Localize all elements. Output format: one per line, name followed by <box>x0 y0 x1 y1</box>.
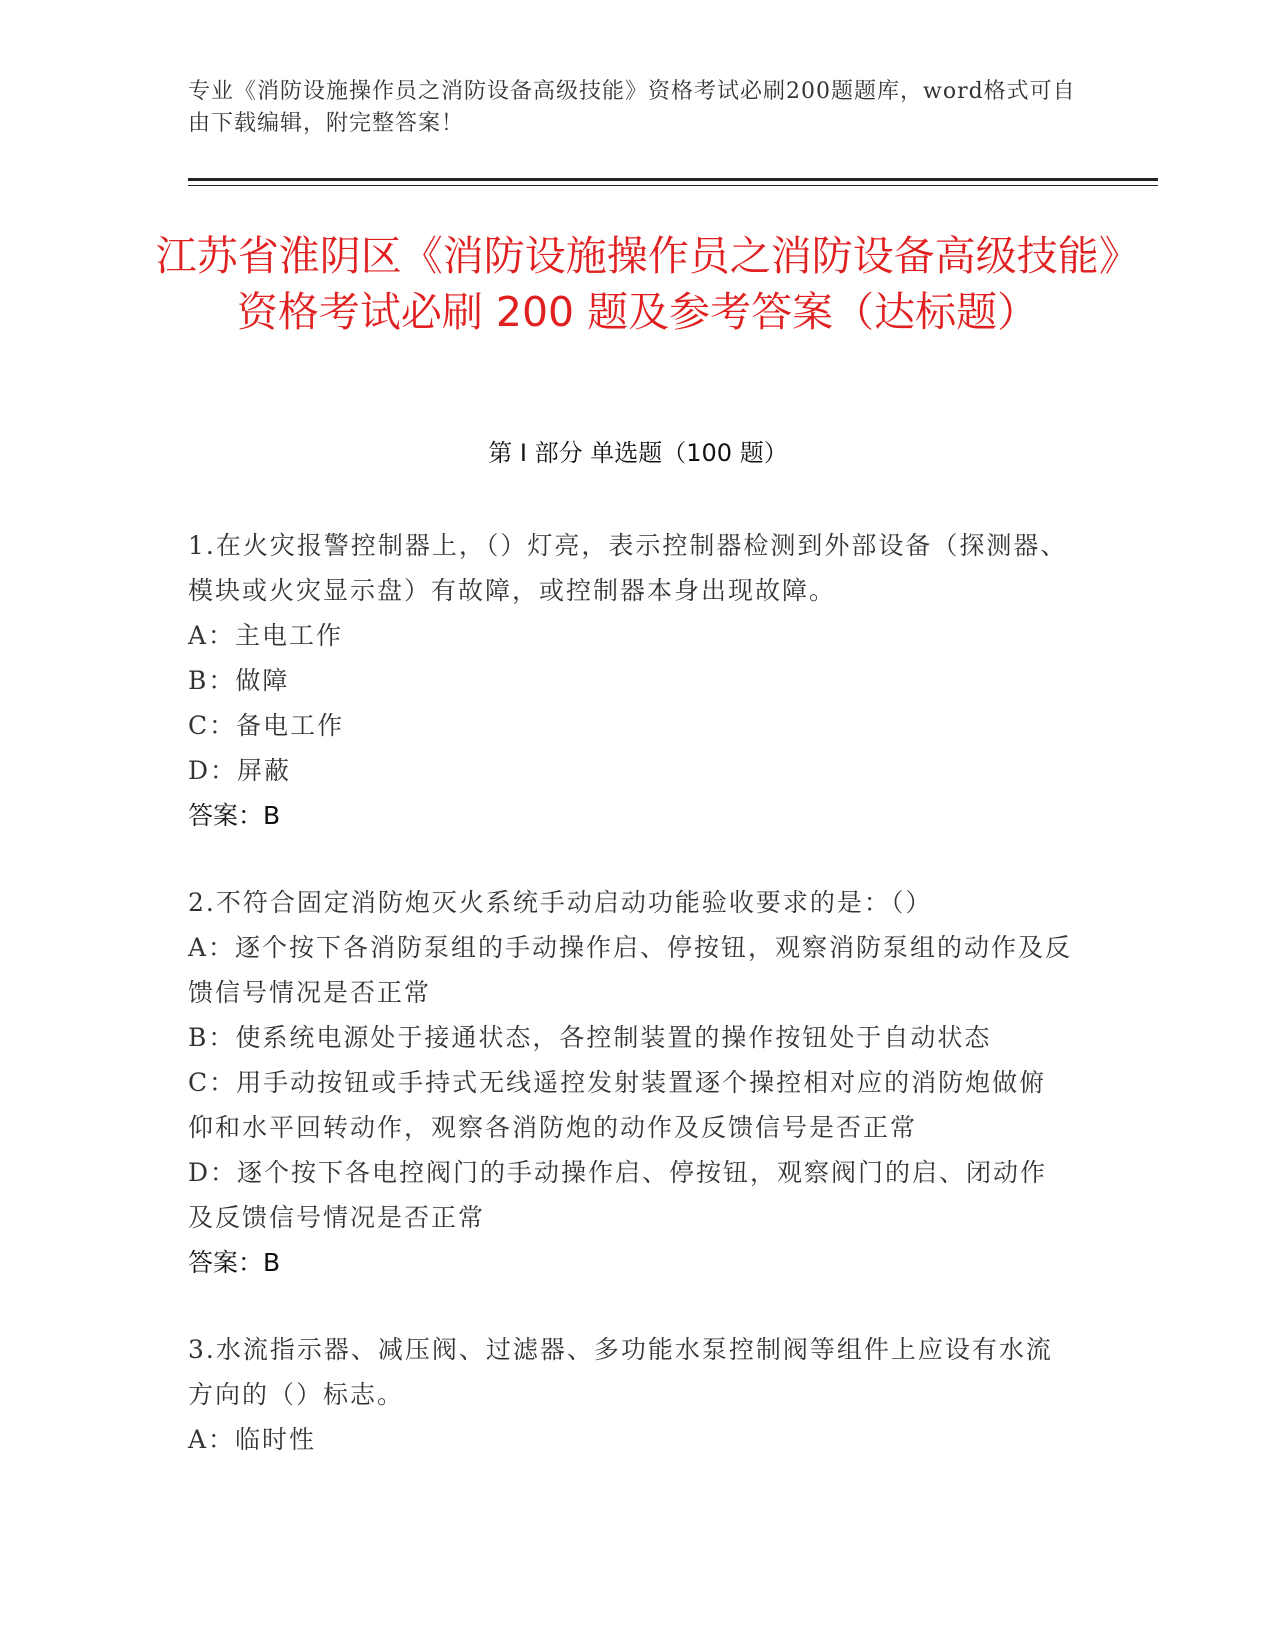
question-stem: 2.不符合固定消防炮灭火系统手动启动功能验收要求的是：（） <box>188 888 933 917</box>
question-answer: 答案：B <box>188 801 281 830</box>
question-option: A：逐个按下各消防泵组的手动操作启、停按钮，观察消防泵组的动作及反馈信号情况是否正常 <box>188 933 1073 1007</box>
question-option: B：做障 <box>188 666 290 695</box>
question-answer: 答案：B <box>188 1248 281 1277</box>
question-option: D：逐个按下各电控阀门的手动操作启、停按钮，观察阀门的启、闭动作及反馈信号情况是否正常 <box>188 1158 1048 1232</box>
question-option: C：备电工作 <box>188 711 345 740</box>
question-option: D：屏蔽 <box>188 756 292 785</box>
question-3 <box>188 1327 1073 1462</box>
question-2 <box>188 880 1073 1285</box>
header-divider-thin <box>188 185 1158 186</box>
question-option: B：使系统电源处于接通状态，各控制装置的操作按钮处于自动状态 <box>188 1023 992 1052</box>
header-divider-thick <box>188 178 1158 181</box>
question-1 <box>188 523 1073 838</box>
header-note: 专业《消防设施操作员之消防设备高级技能》资格考试必刷200题题库，word格式可自由下载编辑，附完整答案！ <box>188 79 1076 136</box>
question-stem: 1.在火灾报警控制器上，（）灯亮，表示控制器检测到外部设备（探测器、模块或火灾显示盘）有故障，或控制器本身出现故障。 <box>188 531 1068 605</box>
question-option: C：用手动按钮或手持式无线遥控发射装置逐个操控相对应的消防炮做俯仰和水平回转动作，观察各消防炮的动作及反馈信号是否正常 <box>188 1068 1047 1142</box>
question-stem: 3.水流指示器、减压阀、过滤器、多功能水泵控制阀等组件上应设有水流方向的（）标志。 <box>188 1335 1053 1409</box>
section-title: 第 I 部分 单选题（100 题） <box>488 439 788 467</box>
question-option: A：临时性 <box>188 1425 317 1454</box>
question-list <box>188 523 1073 1504</box>
question-option: A：主电工作 <box>188 621 344 650</box>
document-title: 江苏省淮阴区《消防设施操作员之消防设备高级技能》资格考试必刷 200 题及参考答案（达标题） <box>155 232 1120 336</box>
